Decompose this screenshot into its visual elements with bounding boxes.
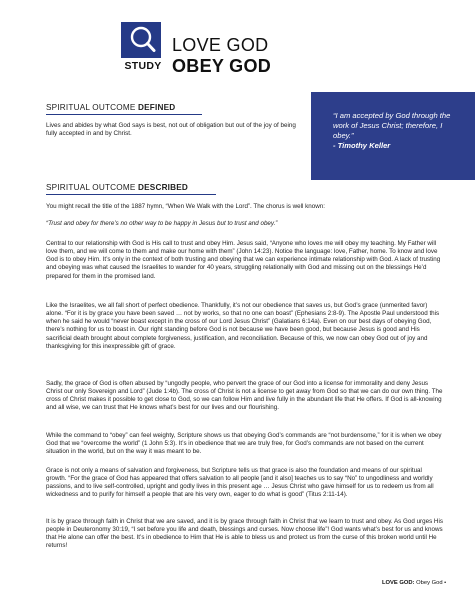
section-heading-defined: [46, 103, 175, 112]
section-rule-defined: [46, 114, 202, 115]
section-heading-described-bold: DESCRIBED: [138, 183, 189, 192]
paragraph-6: Grace is not only a means of salvation and forgiveness, but Scripture tells us that grace is also the foundation and means of our spiritual growth. “For the grace of God has appeared that offers salvation to all people [and it also] teaches us to say “No” to ungodliness and worldly passions, and to live self-controlled, upright and godly lives in this present age … Jesus Christ who gave himself for us to redeem us from all wickedness and to purify for himself a people that are his very own, eager to do what is good” (Titus 2:11-14).: [46, 467, 434, 499]
paragraph-hymn-quote: “Trust and obey for there’s no other way to be happy in Jesus but to trust and obey.”: [46, 220, 278, 227]
logo-box: [121, 22, 161, 58]
section-heading-defined-plain: SPIRITUAL OUTCOME: [46, 103, 139, 112]
quote-text: [333, 111, 463, 151]
paragraph-3: Like the Israelites, we all fall short of perfect obedience. Thankfully, it’s not our obedience that saves us, but God’s grace (unmerited favor) alone. “For it is by grace you have been saved … not by works, so that no one can boast” (Ephesians 2:8-9). The Apostle Paul understood this when he said he would “never boast except in the cross of our Lord Jesus Christ” (Galatians 6:14a). Even on our best days of obeying God, there’s nothing for us to boast in. Our right standing before God is not because we have been good, but because Jesus is good and His sacrificial death brought about complete forgiveness, justification, and reconciliation. Because of this, we now can obey God out of joy and thanksgiving for this inexpressible gift of grace.: [46, 302, 440, 350]
section-rule-described: [46, 194, 216, 195]
paragraph-5: While the command to “obey” can feel weighty, Scripture shows us that obeying God’s commands are “not burdensome,” for it is when we obey God that we “overcome the world” (1 John 5:3). It’s in obedience that we are truly free, for God’s commands are not based on the current situation in the world, but on the way it was meant to be.: [46, 432, 442, 456]
logo-study-label: STUDY: [124, 60, 162, 72]
footer-bold: LOVE GOD:: [382, 580, 415, 586]
quote-author: - Timothy Keller: [333, 141, 391, 150]
section-heading-described: [46, 183, 188, 192]
paragraph-2: Central to our relationship with God is His call to trust and obey Him. Jesus said, “Anyone who loves me will obey my teaching. My Father will love them, and we will come to them and make our home with them” (John 14:23). Notice the language: love, Father, home. To know and love God is to obey Him. It’s only in the context of both trusting and obeying that we can experience intimate relationship with God. A lack of trusting and obeying was what caused the Israelites to wander for 40 years, struggling relationally with God and missing out on the blessings He’d prepared for them in the promised land.: [46, 240, 441, 280]
quote-box: [311, 92, 475, 180]
paragraph-1: You might recall the title of the 1887 hymn, “When We Walk with the Lord”. The chorus is well known:: [46, 203, 325, 210]
page-title-line-2: OBEY GOD: [172, 56, 272, 76]
page-title-line-1: LOVE GOD: [172, 35, 269, 55]
defined-text: Lives and abides by what God says is best, not out of obligation but out of the joy of being fully accepted in and by Christ.: [46, 122, 296, 138]
paragraph-4: Sadly, the grace of God is often abused by “ungodly people, who pervert the grace of our God into a license for immorality and deny Jesus Christ our only Sovereign and Lord” (Jude 1:4b). The cross of Christ is not a license to get away from God so that we can do our own thing. The cross of Christ makes it possible to get close to God, so we can follow Him and live fully in the abundant life that He offers. If God is all-knowing and all wise, we can trust that He knows what’s best for our lives and our flourishing.: [46, 380, 443, 412]
section-heading-described-plain: SPIRITUAL OUTCOME: [46, 183, 139, 192]
page-footer: [382, 580, 446, 586]
footer-plain: Obey God •: [414, 580, 447, 586]
section-heading-defined-bold: DEFINED: [138, 103, 176, 112]
paragraph-7: It is by grace through faith in Christ that we are saved, and it is by grace through faith in Christ that we learn to trust and obey. As God urges His people in Deuteronomy 30:19, “I set before you life and death, blessings and curses. Now choose life”! God wants what’s best for us and knows that He alone can offer the best. It’s in obedience to Him that He is able to bless us and protect us from the curse of this broken world until He returns!: [46, 518, 443, 550]
magnifying-glass-icon: [121, 22, 161, 58]
quote-body: “I am accepted by God through the work of Jesus Christ; therefore, I obey.”: [333, 111, 451, 140]
study-logo: [118, 22, 166, 76]
